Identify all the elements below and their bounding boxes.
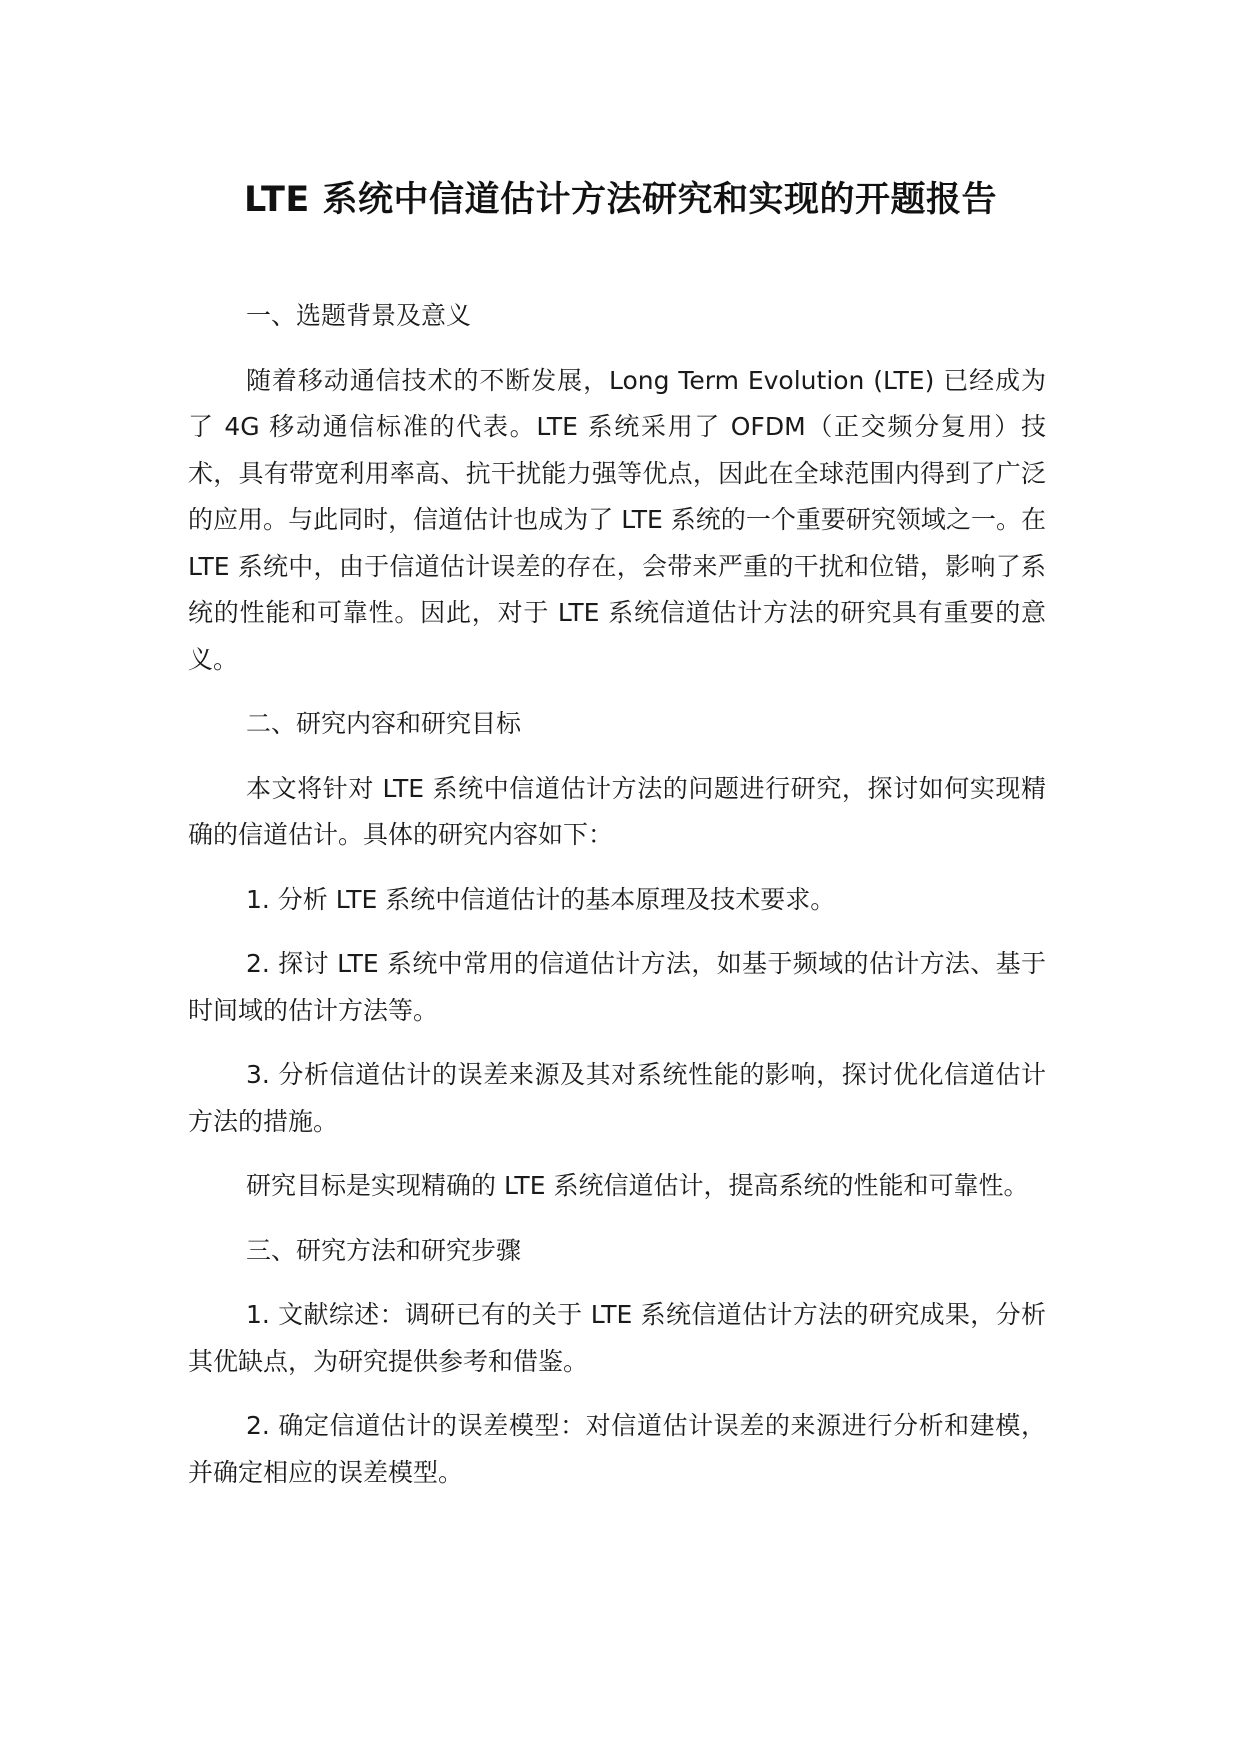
document-title: LTE 系统中信道估计方法研究和实现的开题报告 — [244, 180, 997, 220]
section-heading: 二、研究内容和研究目标 — [246, 709, 522, 738]
list-item: 3. 分析信道估计的误差来源及其对系统性能的影响，探讨优化信道估计方法的措施。 — [188, 1060, 1046, 1136]
list-item: 1. 分析 LTE 系统中信道估计的基本原理及技术要求。 — [246, 884, 836, 914]
section-heading: 三、研究方法和研究步骤 — [246, 1235, 522, 1265]
document-body — [188, 293, 1046, 1514]
paragraph: 研究目标是实现精确的 LTE 系统信道估计，提高系统的性能和可靠性。 — [246, 1171, 1029, 1200]
list-item: 2. 确定信道估计的误差模型：对信道估计误差的来源进行分析和建模，并确定相应的误差模型。 — [188, 1411, 1046, 1487]
list-item: 1. 文献综述：调研已有的关于 LTE 系统信道估计方法的研究成果，分析其优缺点，为研究提供参考和借鉴。 — [188, 1300, 1046, 1376]
list-item: 2. 探讨 LTE 系统中常用的信道估计方法，如基于频域的估计方法、基于时间域的估计方法等。 — [188, 949, 1046, 1025]
paragraph: 随着移动通信技术的不断发展，Long Term Evolution (LTE) 已经成为了 4G 移动通信标准的代表。LTE 系统采用了 OFDM（正交频分复用）技术，具有带宽利用率高、抗干扰能力强等优点，因此在全球范围内得到了广泛的应用。与此同时，信道估计也成为了 LTE 系统的一个重要研究领域之一。在 LTE 系统中，由于信道估计误差的存在，会带来严重的干扰和位错，影响了系统的性能和可靠性。因此，对于 LTE 系统信道估计方法的研究具有重要的意义。 — [188, 365, 1046, 674]
paragraph: 本文将针对 LTE 系统中信道估计方法的问题进行研究，探讨如何实现精确的信道估计。具体的研究内容如下： — [188, 773, 1046, 849]
section-heading: 一、选题背景及意义 — [246, 301, 472, 330]
